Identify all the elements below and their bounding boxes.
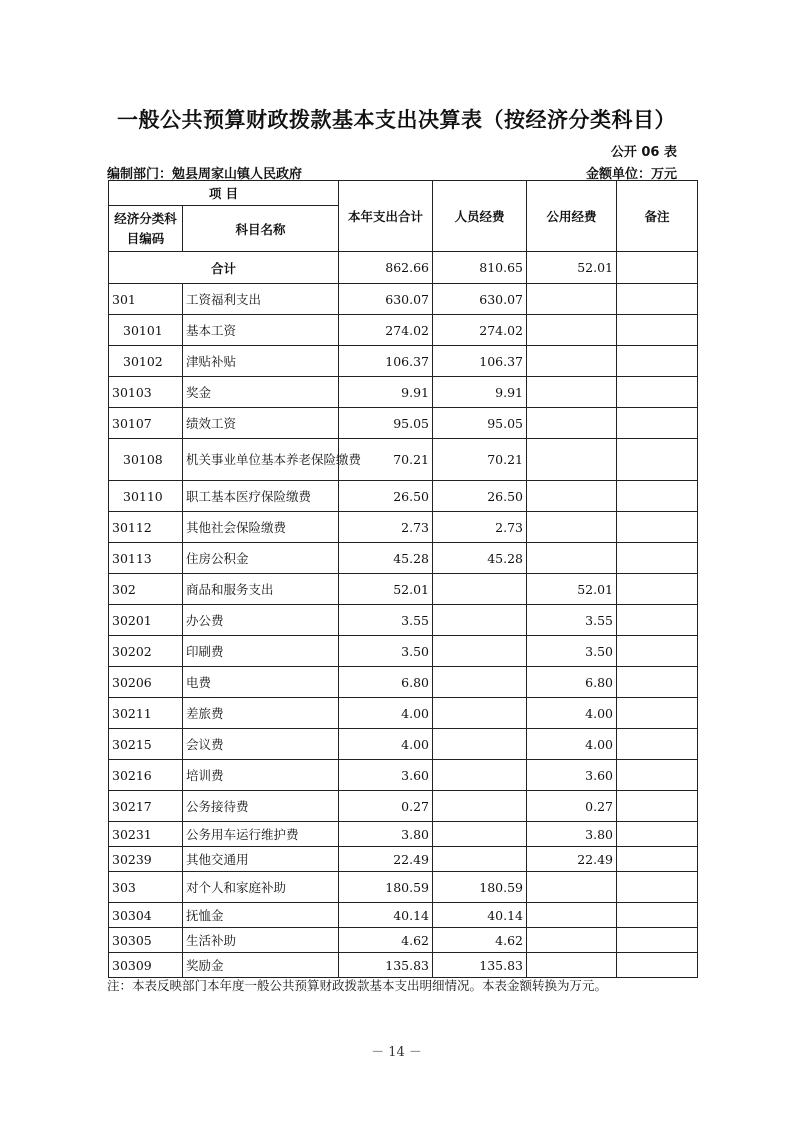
row-personnel: 2.73 (433, 512, 527, 543)
table-row (109, 636, 698, 667)
table-row (109, 512, 698, 543)
total-label: 合计 (109, 252, 339, 284)
row-total: 4.00 (339, 698, 433, 729)
row-personnel: 135.83 (433, 953, 527, 978)
total-amount: 862.66 (339, 252, 433, 284)
row-code: 30107 (109, 408, 183, 439)
row-public (527, 377, 617, 408)
row-code: 30217 (109, 791, 183, 822)
table-row (109, 791, 698, 822)
row-personnel (433, 847, 527, 872)
row-remark (617, 543, 698, 574)
row-code: 30202 (109, 636, 183, 667)
row-total: 180.59 (339, 872, 433, 903)
row-code: 301 (109, 284, 183, 315)
row-name: 职工基本医疗保险缴费 (183, 481, 339, 512)
row-name: 奖励金 (183, 953, 339, 978)
row-remark (617, 346, 698, 377)
row-name: 工资福利支出 (183, 284, 339, 315)
table-row (109, 872, 698, 903)
total-row (109, 252, 698, 284)
table-row (109, 377, 698, 408)
row-name: 印刷费 (183, 636, 339, 667)
row-total: 135.83 (339, 953, 433, 978)
expenditure-table (108, 180, 698, 978)
row-total: 4.00 (339, 729, 433, 760)
row-name: 公务用车运行维护费 (183, 822, 339, 847)
row-code: 30216 (109, 760, 183, 791)
row-remark (617, 636, 698, 667)
table-row (109, 698, 698, 729)
row-total: 9.91 (339, 377, 433, 408)
table-row (109, 667, 698, 698)
row-total: 52.01 (339, 574, 433, 605)
row-name: 生活补助 (183, 928, 339, 953)
header-item: 项 目 (109, 181, 339, 206)
row-name: 绩效工资 (183, 408, 339, 439)
row-code: 30231 (109, 822, 183, 847)
row-name: 津贴补贴 (183, 346, 339, 377)
row-personnel (433, 760, 527, 791)
row-code: 30215 (109, 729, 183, 760)
row-personnel: 274.02 (433, 315, 527, 346)
row-remark (617, 872, 698, 903)
total-personnel: 810.65 (433, 252, 527, 284)
table-row (109, 284, 698, 315)
row-name: 机关事业单位基本养老保险缴费 (183, 439, 339, 481)
row-name: 其他交通用 (183, 847, 339, 872)
row-public: 3.50 (527, 636, 617, 667)
row-personnel (433, 605, 527, 636)
table-row (109, 439, 698, 481)
row-public (527, 408, 617, 439)
table-row (109, 315, 698, 346)
row-name: 培训费 (183, 760, 339, 791)
row-personnel: 4.62 (433, 928, 527, 953)
row-public (527, 512, 617, 543)
header-code: 经济分类科目编码 (109, 206, 183, 252)
row-public (527, 346, 617, 377)
row-name: 商品和服务支出 (183, 574, 339, 605)
row-remark (617, 928, 698, 953)
row-public: 52.01 (527, 574, 617, 605)
row-public (527, 903, 617, 928)
table-row (109, 481, 698, 512)
row-remark (617, 315, 698, 346)
row-public (527, 928, 617, 953)
row-remark (617, 605, 698, 636)
page-title: 一般公共预算财政拨款基本支出决算表（按经济分类科目） (117, 108, 676, 132)
row-code: 30305 (109, 928, 183, 953)
header-public: 公用经费 (527, 181, 617, 252)
row-personnel (433, 791, 527, 822)
row-public (527, 439, 617, 481)
row-public: 3.55 (527, 605, 617, 636)
row-public (527, 953, 617, 978)
table-row (109, 605, 698, 636)
row-code: 30309 (109, 953, 183, 978)
total-remark (617, 252, 698, 284)
row-personnel: 70.21 (433, 439, 527, 481)
row-total: 3.60 (339, 760, 433, 791)
row-code: 30206 (109, 667, 183, 698)
table-row (109, 574, 698, 605)
header-remark: 备注 (617, 181, 698, 252)
row-total: 3.50 (339, 636, 433, 667)
row-personnel: 9.91 (433, 377, 527, 408)
table-row (109, 822, 698, 847)
footnote: 注：本表反映部门本年度一般公共预算财政拨款基本支出明细情况。本表金额转换为万元。 (107, 978, 608, 993)
row-total: 2.73 (339, 512, 433, 543)
row-total: 0.27 (339, 791, 433, 822)
table-row (109, 928, 698, 953)
row-total: 3.55 (339, 605, 433, 636)
row-remark (617, 847, 698, 872)
row-name: 差旅费 (183, 698, 339, 729)
row-public: 0.27 (527, 791, 617, 822)
row-public (527, 284, 617, 315)
row-code: 303 (109, 872, 183, 903)
row-code: 30211 (109, 698, 183, 729)
row-public (527, 481, 617, 512)
department-label: 编制部门：勉县周家山镇人民政府 (107, 167, 303, 182)
row-remark (617, 512, 698, 543)
header-total: 本年支出合计 (339, 181, 433, 252)
row-remark (617, 903, 698, 928)
row-name: 会议费 (183, 729, 339, 760)
row-remark (617, 760, 698, 791)
row-total: 26.50 (339, 481, 433, 512)
row-personnel: 45.28 (433, 543, 527, 574)
row-remark (617, 698, 698, 729)
row-code: 30239 (109, 847, 183, 872)
row-code: 30110 (109, 481, 183, 512)
row-name: 基本工资 (183, 315, 339, 346)
row-public (527, 543, 617, 574)
row-code: 30108 (109, 439, 183, 481)
form-number: 公开 06 表 (610, 145, 677, 160)
row-code: 30304 (109, 903, 183, 928)
table-row (109, 953, 698, 978)
row-code: 30112 (109, 512, 183, 543)
row-code: 30102 (109, 346, 183, 377)
table-row (109, 346, 698, 377)
row-personnel: 106.37 (433, 346, 527, 377)
table-row (109, 543, 698, 574)
row-remark (617, 953, 698, 978)
row-total: 40.14 (339, 903, 433, 928)
table-row (109, 847, 698, 872)
row-total: 4.62 (339, 928, 433, 953)
row-public: 22.49 (527, 847, 617, 872)
row-name: 抚恤金 (183, 903, 339, 928)
row-remark (617, 791, 698, 822)
row-code: 30103 (109, 377, 183, 408)
header-name: 科目名称 (183, 206, 339, 252)
row-name: 公务接待费 (183, 791, 339, 822)
row-personnel: 26.50 (433, 481, 527, 512)
row-personnel (433, 822, 527, 847)
row-remark (617, 729, 698, 760)
total-public: 52.01 (527, 252, 617, 284)
unit-label: 金额单位：万元 (585, 167, 677, 182)
table-row (109, 903, 698, 928)
table-row (109, 729, 698, 760)
row-remark (617, 408, 698, 439)
row-personnel (433, 698, 527, 729)
row-code: 30101 (109, 315, 183, 346)
row-name: 电费 (183, 667, 339, 698)
row-public (527, 872, 617, 903)
row-remark (617, 574, 698, 605)
row-total: 106.37 (339, 346, 433, 377)
row-name: 对个人和家庭补助 (183, 872, 339, 903)
row-total: 95.05 (339, 408, 433, 439)
row-code: 30201 (109, 605, 183, 636)
row-total: 70.21 (339, 439, 433, 481)
row-code: 302 (109, 574, 183, 605)
row-public (527, 315, 617, 346)
row-total: 630.07 (339, 284, 433, 315)
row-personnel: 180.59 (433, 872, 527, 903)
row-code: 30113 (109, 543, 183, 574)
page-number: － 14 － (371, 1045, 422, 1060)
row-remark (617, 439, 698, 481)
row-remark (617, 822, 698, 847)
row-public: 4.00 (527, 698, 617, 729)
row-name: 奖金 (183, 377, 339, 408)
row-personnel: 40.14 (433, 903, 527, 928)
table-row (109, 760, 698, 791)
row-name: 住房公积金 (183, 543, 339, 574)
row-total: 6.80 (339, 667, 433, 698)
row-personnel: 95.05 (433, 408, 527, 439)
header-personnel: 人员经费 (433, 181, 527, 252)
row-public: 6.80 (527, 667, 617, 698)
row-personnel (433, 636, 527, 667)
row-personnel (433, 574, 527, 605)
row-public: 3.60 (527, 760, 617, 791)
row-public: 3.80 (527, 822, 617, 847)
row-total: 3.80 (339, 822, 433, 847)
row-remark (617, 284, 698, 315)
row-total: 45.28 (339, 543, 433, 574)
row-remark (617, 481, 698, 512)
row-remark (617, 667, 698, 698)
row-public: 4.00 (527, 729, 617, 760)
table-row (109, 408, 698, 439)
row-remark (617, 377, 698, 408)
row-total: 22.49 (339, 847, 433, 872)
row-name: 其他社会保险缴费 (183, 512, 339, 543)
row-personnel (433, 667, 527, 698)
row-personnel (433, 729, 527, 760)
row-total: 274.02 (339, 315, 433, 346)
row-name: 办公费 (183, 605, 339, 636)
row-personnel: 630.07 (433, 284, 527, 315)
